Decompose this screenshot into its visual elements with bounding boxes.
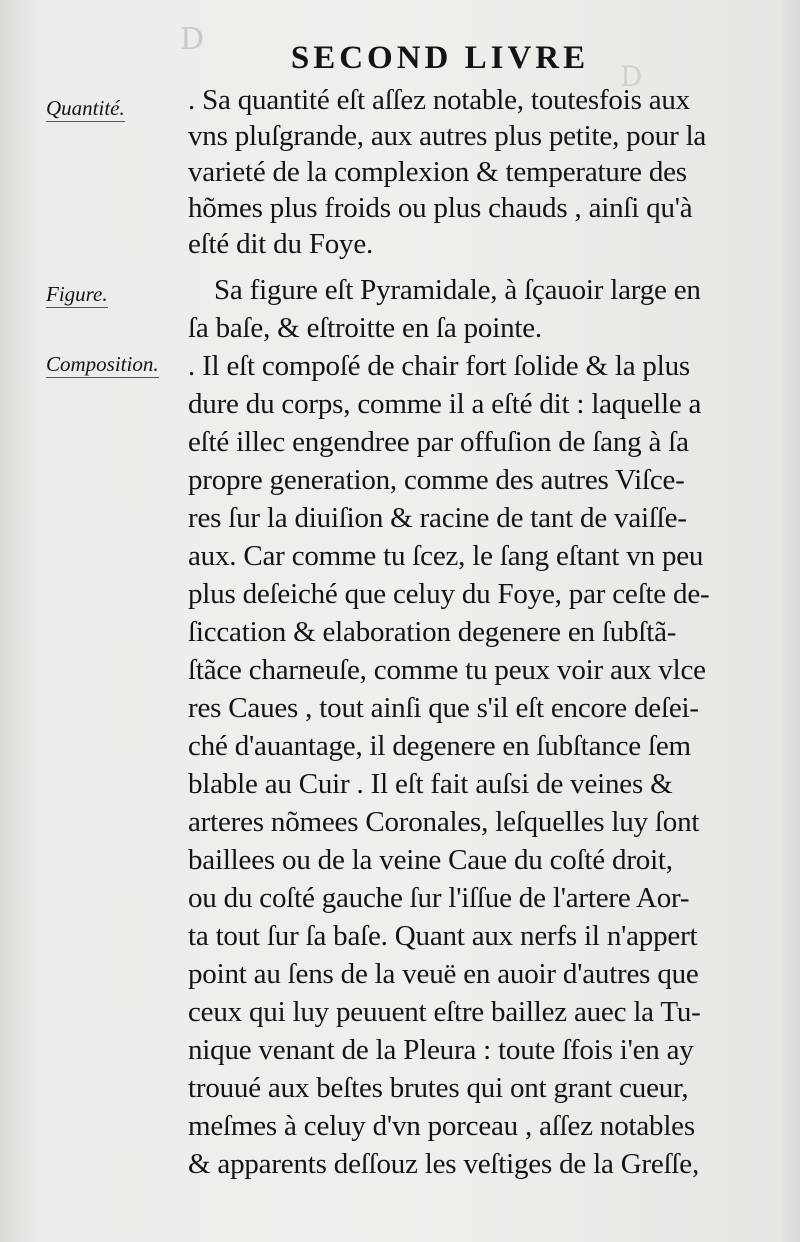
text-line: ſtãce charneuſe, comme tu peux voir aux vlce	[188, 654, 706, 686]
bleed-through-text-right: D	[620, 60, 643, 93]
margin-note-figure: Figure.	[46, 282, 108, 306]
text-line: . Sa quantité eſt aſſez notable, toutesfois aux	[188, 84, 690, 116]
text-line: meſmes à celuy d'vn porceau , aſſez notables	[188, 1110, 695, 1142]
text-line: ché d'auantage, il degenere en ſubſtance ſem	[188, 730, 691, 762]
text-line: baillees ou de la veine Caue du coſté droit,	[188, 844, 673, 876]
running-head: SECOND LIVRE	[290, 40, 590, 76]
text-line: arteres nõmees Coronales, leſquelles luy ſont	[188, 806, 700, 838]
text-line: . Il eſt compoſé de chair fort ſolide & la plus	[188, 350, 690, 382]
bleed-through-text: D	[180, 22, 207, 57]
text-line: plus deſeiché que celuy du Foye, par ceſte de-	[188, 578, 710, 610]
text-line: aux. Car comme tu ſcez, le ſang eſtant vn peu	[188, 540, 704, 572]
text-line: hõmes plus froids ou plus chauds , ainſi qu'à	[188, 192, 693, 224]
text-line: res Caues , tout ainſi que s'il eſt encore deſei-	[188, 692, 699, 724]
margin-note-composition: Composition.	[46, 352, 159, 376]
text-line: propre generation, comme des autres Viſce-	[188, 464, 685, 496]
text-line: eſté illec engendree par offuſion de ſang à ſa	[188, 426, 689, 458]
text-line: res ſur la diuiſion & racine de tant de vaiſſe-	[188, 502, 687, 534]
text-line: & apparents deſſouz les veſtiges de la Greſſe,	[188, 1148, 700, 1180]
text-line: ta tout ſur ſa baſe. Quant aux nerfs il n'appert	[188, 920, 698, 952]
text-line: trouué aux beſtes brutes qui ont grant cueur,	[188, 1072, 689, 1104]
text-line: varieté de la complexion & temperature des	[188, 156, 687, 188]
text-line: nique venant de la Pleura : toute ſfois i'en ay	[188, 1034, 694, 1066]
text-line: point au ſens de la veuë en auoir d'autres que	[188, 958, 699, 990]
text-line: Sa figure eſt Pyramidale, à ſçauoir large en	[214, 274, 701, 306]
text-line: eſté dit du Foye.	[188, 228, 374, 260]
text-line: vns pluſgrande, aux autres plus petite, pour la	[188, 120, 707, 152]
text-line: ſa baſe, & eſtroitte en ſa pointe.	[188, 312, 542, 344]
text-line: blable au Cuir . Il eſt fait auſsi de veines &	[188, 768, 673, 800]
text-line: ou du coſté gauche ſur l'iſſue de l'artere Aor-	[188, 882, 690, 914]
text-line: dure du corps, comme il a eſté dit : laquelle a	[188, 388, 702, 420]
text-line: ſiccation & elaboration degenere en ſubſtã-	[188, 616, 677, 648]
text-line: ceux qui luy peuuent eſtre baillez auec la Tu-	[188, 996, 701, 1028]
margin-note-quantite: Quantité.	[46, 96, 125, 120]
